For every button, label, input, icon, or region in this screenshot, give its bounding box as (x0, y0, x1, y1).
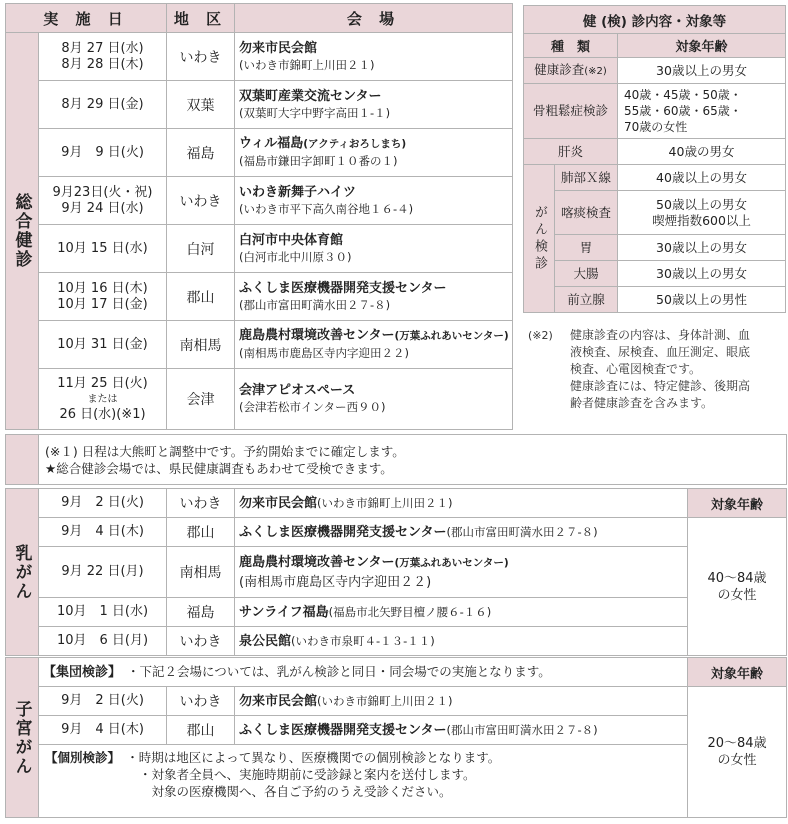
age-cell: 40歳の男女 (618, 139, 786, 165)
sogo-row (6, 369, 513, 430)
category-sogo-continued (6, 435, 39, 485)
shikyu-table (5, 657, 787, 818)
cancer-row (524, 191, 786, 235)
date-cell: 8月 29 日(金) (39, 81, 167, 129)
venue-cell: 白河市中央体育館 (白河市北中川原３０) (235, 225, 513, 273)
sogo-row (6, 129, 513, 177)
sogo-row (6, 177, 513, 225)
type-cell: 喀痰検査 (555, 191, 618, 235)
area-cell: 南相馬 (167, 547, 235, 598)
venue-cell: 勿来市民会館 (いわき市錦町上川田２１) (235, 33, 513, 81)
type-cell: 肺部Ｘ線 (555, 165, 618, 191)
type-cell: 大腸 (555, 261, 618, 287)
date-cell: 9月 9 日(火) (39, 129, 167, 177)
category-shikyu: 子宮がん (6, 658, 39, 818)
area-cell: 福島 (167, 129, 235, 177)
venue-cell: 双葉町産業交流センター (双葉町大字中野字高田１‐１) (235, 81, 513, 129)
date-cell: 10月 31 日(金) (39, 321, 167, 369)
area-cell: いわき (167, 177, 235, 225)
group-exam-note: 【集団検診】 ・下記２会場については、乳がん検診と同日・同会場での実施となります。 (39, 658, 688, 687)
venue-cell: いわき新舞子ハイツ (いわき市平下高久南谷地１６‐４) (235, 177, 513, 225)
venue-cell: ふくしま医療機器開発支援センター (郡山市富田町満水田２７‐８) (235, 273, 513, 321)
category-sogo: 総合健診 (6, 33, 39, 430)
cancer-row (524, 235, 786, 261)
individual-exam-note: 【個別検診】 ・時期は地区によって異なり、医療機関での個別検診となります。 ・対象者全員へ、実施時期前に受診録と案内を送付します。 対象の医療機関へ、各自ご予約のうえ受診ください。 (39, 745, 688, 818)
shikyu-group-row (6, 658, 787, 687)
age-cell: 30歳以上の男女 (618, 261, 786, 287)
venue-cell: 会津アピオスペース (会津若松市インター西９０) (235, 369, 513, 430)
venue-cell: ウィル福島(アクティおろしまち) (福島市鎌田字卸町１０番の１) (235, 129, 513, 177)
venue-cell: 泉公民館(いわき市泉町４‐１３‐１１) (235, 627, 688, 656)
shikyu-individual-row (6, 745, 787, 818)
date-cell: 9月 4 日(木) (39, 518, 167, 547)
header-area: 地 区 (167, 4, 235, 33)
type-cell: 肝炎 (524, 139, 618, 165)
header-venue: 会 場 (235, 4, 513, 33)
sogo-row (6, 273, 513, 321)
venue-cell: 鹿島農村環境改善センター(万葉ふれあいセンター) (南相馬市鹿島区寺内字迎田２２) (235, 321, 513, 369)
area-cell: いわき (167, 33, 235, 81)
shikyu-row (6, 687, 787, 716)
area-cell: 福島 (167, 598, 235, 627)
cancer-label: がん検診 (524, 165, 555, 313)
contents-table (523, 5, 786, 313)
schedule-table (5, 3, 513, 430)
nyugan-row (6, 518, 787, 547)
nyugan-row (6, 489, 787, 518)
age-cell: 30歳以上の男女 (618, 58, 786, 84)
sogo-notes (5, 434, 787, 485)
shikyu-age: 20～84歳 の女性 (688, 687, 787, 818)
age-cell: 50歳以上の男女 喫煙指数600以上 (618, 191, 786, 235)
type-cell: 胃 (555, 235, 618, 261)
nyugan-row (6, 547, 787, 598)
contents-note (528, 327, 786, 412)
sogo-row (6, 321, 513, 369)
area-cell: いわき (167, 687, 235, 716)
header-age: 対象年齢 (618, 34, 786, 58)
venue-cell: ふくしま医療機器開発支援センター(郡山市富田町満水田２７‐８) (235, 518, 688, 547)
nyugan-table (5, 488, 787, 656)
age-cell: 40歳以上の男女 (618, 165, 786, 191)
header-type: 種 類 (524, 34, 618, 58)
area-cell: いわき (167, 627, 235, 656)
nyugan-age: 40～84歳 の女性 (688, 518, 787, 656)
date-cell: 9月23日(火・祝) 9月 24 日(水) (39, 177, 167, 225)
contents-row (524, 58, 786, 84)
header-date: 実 施 日 (6, 4, 167, 33)
area-cell: 会津 (167, 369, 235, 430)
venue-cell: 鹿島農村環境改善センター(万葉ふれあいセンター) (南相馬市鹿島区寺内字迎田２２) (235, 547, 688, 598)
contents-title: 健 (検) 診内容・対象等 (524, 6, 786, 34)
venue-cell: 勿来市民会館(いわき市錦町上川田２１) (235, 687, 688, 716)
nyugan-row (6, 627, 787, 656)
area-cell: 双葉 (167, 81, 235, 129)
date-cell: 9月 22 日(月) (39, 547, 167, 598)
category-nyugan: 乳がん (6, 489, 39, 656)
sogo-row (6, 81, 513, 129)
type-cell: 健康診査(※2) (524, 58, 618, 84)
date-cell: 10月 1 日(水) (39, 598, 167, 627)
contents-row (524, 139, 786, 165)
date-cell: 11月 25 日(火) または 26 日(水)(※1) (39, 369, 167, 430)
date-cell: 9月 2 日(火) (39, 687, 167, 716)
area-cell: 郡山 (167, 518, 235, 547)
shikyu-age-header: 対象年齢 (688, 658, 787, 687)
area-cell: 郡山 (167, 716, 235, 745)
note-mark: (※2) (528, 329, 553, 342)
note-text: 健康診査の内容は、身体計測、血 液検査、尿検査、血圧測定、眼底 検査、心電図検査です。 健康診査には、特定健診、後期高 齢者健康診査を含みます。 (570, 328, 751, 410)
area-cell: 郡山 (167, 273, 235, 321)
cancer-row (524, 261, 786, 287)
venue-cell: サンライフ福島(福島市北矢野目檀ノ腰６‐１６) (235, 598, 688, 627)
date-cell: 10月 6 日(月) (39, 627, 167, 656)
type-cell: 前立腺 (555, 287, 618, 313)
venue-cell: 勿来市民会館(いわき市錦町上川田２１) (235, 489, 688, 518)
area-cell: 白河 (167, 225, 235, 273)
date-cell: 10月 15 日(水) (39, 225, 167, 273)
nyugan-age-header: 対象年齢 (688, 489, 787, 518)
type-cell: 骨粗鬆症検診 (524, 84, 618, 139)
date-cell: 9月 2 日(火) (39, 489, 167, 518)
area-cell: 南相馬 (167, 321, 235, 369)
sogo-note: (※１) 日程は大熊町と調整中です。予約開始までに確定します。 ★総合健診会場では、県民健康調査もあわせて受検できます。 (39, 435, 787, 485)
venue-cell: ふくしま医療機器開発支援センター(郡山市富田町満水田２７‐８) (235, 716, 688, 745)
shikyu-row (6, 716, 787, 745)
date-cell: 9月 4 日(木) (39, 716, 167, 745)
date-cell: 8月 27 日(水) 8月 28 日(木) (39, 33, 167, 81)
area-cell: いわき (167, 489, 235, 518)
cancer-row (524, 287, 786, 313)
date-cell: 10月 16 日(木) 10月 17 日(金) (39, 273, 167, 321)
nyugan-row (6, 598, 787, 627)
sogo-row (6, 225, 513, 273)
sogo-row (6, 33, 513, 81)
age-cell: 40歳・45歳・50歳・ 55歳・60歳・65歳・ 70歳の女性 (618, 84, 786, 139)
age-cell: 30歳以上の男女 (618, 235, 786, 261)
contents-row (524, 84, 786, 139)
cancer-row (524, 165, 786, 191)
age-cell: 50歳以上の男性 (618, 287, 786, 313)
